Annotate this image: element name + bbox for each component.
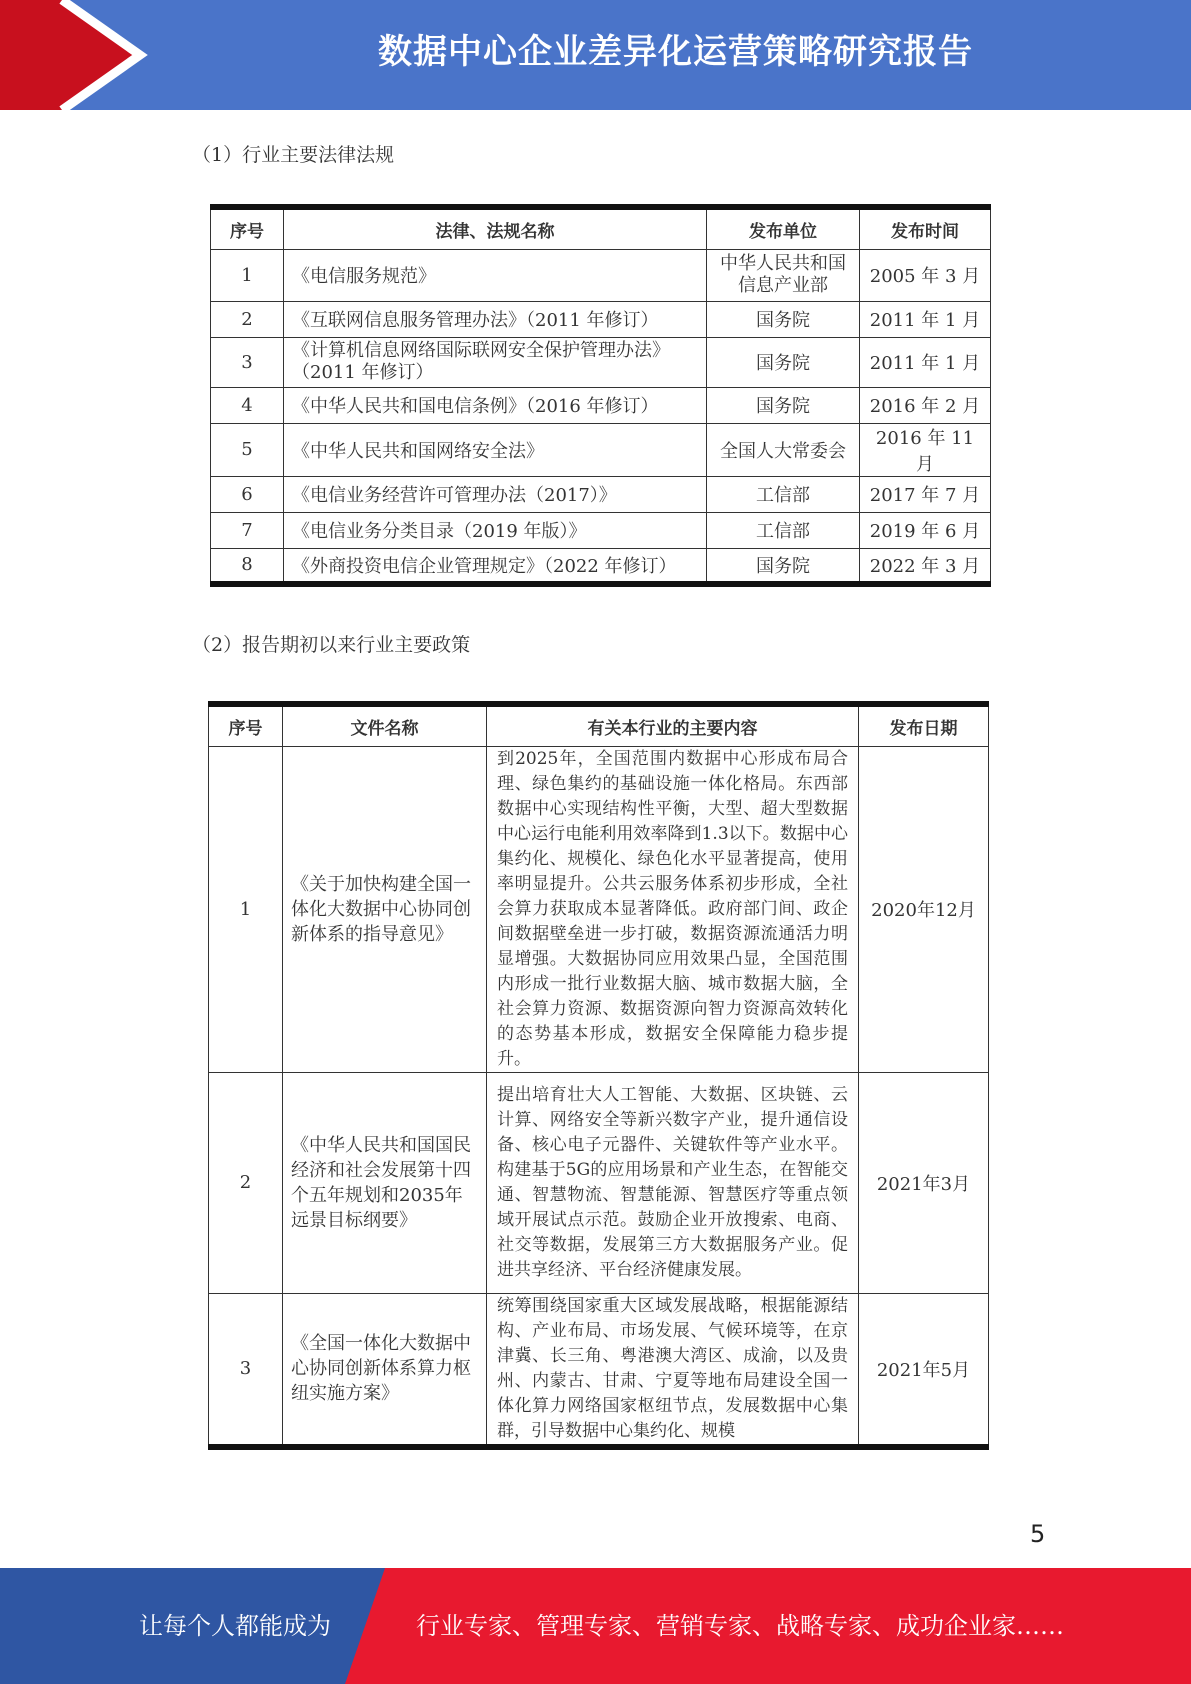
row-date: 2005 年 3 月 xyxy=(860,249,991,301)
row-no: 7 xyxy=(211,512,284,548)
row-unit: 全国人大常委会 xyxy=(707,423,860,476)
row-date: 2022 年 3 月 xyxy=(860,548,991,584)
section-heading-laws: （1）行业主要法律法规 xyxy=(192,144,395,166)
row-date: 2020年12月 xyxy=(859,746,989,1072)
row-law-name: 《互联网信息服务管理办法》（2011 年修订） xyxy=(284,301,707,337)
row-date: 2017 年 7 月 xyxy=(860,476,991,512)
row-no: 8 xyxy=(211,548,284,584)
row-unit: 工信部 xyxy=(707,476,860,512)
laws-table xyxy=(210,204,991,587)
row-law-name: 《电信业务经营许可管理办法（2017）》 xyxy=(284,476,707,512)
row-law-name: 《外商投资电信企业管理规定》（2022 年修订） xyxy=(284,548,707,584)
row-document-name: 《中华人民共和国国民经济和社会发展第十四个五年规划和2035年远景目标纲要》 xyxy=(283,1072,487,1293)
table-row xyxy=(211,387,991,423)
column-header-document: 文件名称 xyxy=(283,704,487,746)
row-unit: 国务院 xyxy=(707,387,860,423)
row-content: 统筹围绕国家重大区域发展战略，根据能源结构、产业布局、市场发展、气候环境等，在京津冀、长三角、粤港澳大湾区、成渝，以及贵州、内蒙古、甘肃、宁夏等地布局建设全国一体化算力网络国家枢纽节点，发展数据中心集群，引导数据中心集约化、规模 xyxy=(487,1293,859,1447)
row-no: 4 xyxy=(211,387,284,423)
row-unit: 国务院 xyxy=(707,337,860,387)
row-law-name: 《中华人民共和国电信条例》（2016 年修订） xyxy=(284,387,707,423)
row-no: 3 xyxy=(211,337,284,387)
column-header-date: 发布时间 xyxy=(860,207,991,249)
row-date: 2016 年 2 月 xyxy=(860,387,991,423)
report-title: 数据中心企业差异化运营策略研究报告 xyxy=(378,32,973,72)
column-header-no: 序号 xyxy=(209,704,283,746)
row-date: 2019 年 6 月 xyxy=(860,512,991,548)
header-red-chevron xyxy=(0,0,150,110)
footer-slogan-left: 让每个人都能成为 xyxy=(139,1612,331,1640)
column-header-content: 有关本行业的主要内容 xyxy=(487,704,859,746)
row-law-name: 《电信业务分类目录（2019 年版）》 xyxy=(284,512,707,548)
column-header-no: 序号 xyxy=(211,207,284,249)
row-no: 6 xyxy=(211,476,284,512)
row-no: 2 xyxy=(211,301,284,337)
row-no: 1 xyxy=(211,249,284,301)
column-header-date: 发布日期 xyxy=(859,704,989,746)
row-document-name: 《全国一体化大数据中心协同创新体系算力枢纽实施方案》 xyxy=(283,1293,487,1447)
table-row xyxy=(209,1293,989,1447)
row-date: 2011 年 1 月 xyxy=(860,301,991,337)
row-no: 5 xyxy=(211,423,284,476)
section-heading-policies: （2）报告期初以来行业主要政策 xyxy=(192,634,471,656)
page-number: 5 xyxy=(1030,1520,1046,1548)
row-unit: 工信部 xyxy=(707,512,860,548)
header-banner xyxy=(0,0,1191,110)
row-date: 2021年3月 xyxy=(859,1072,989,1293)
footer-slogan-right: 行业专家、管理专家、营销专家、战略专家、成功企业家…… xyxy=(416,1612,1064,1640)
row-unit: 中华人民共和国信息产业部 xyxy=(707,249,860,301)
row-date: 2021年5月 xyxy=(859,1293,989,1447)
column-header-name: 法律、法规名称 xyxy=(284,207,707,249)
table-row xyxy=(211,423,991,476)
row-document-name: 《关于加快构建全国一体化大数据中心协同创新体系的指导意见》 xyxy=(283,746,487,1072)
policies-table xyxy=(208,701,989,1450)
row-no: 2 xyxy=(209,1072,283,1293)
column-header-unit: 发布单位 xyxy=(707,207,860,249)
table-header-row xyxy=(211,207,991,249)
row-date: 2011 年 1 月 xyxy=(860,337,991,387)
row-unit: 国务院 xyxy=(707,548,860,584)
table-row xyxy=(211,301,991,337)
footer-banner xyxy=(0,1568,1191,1684)
row-law-name: 《电信服务规范》 xyxy=(284,249,707,301)
row-no: 1 xyxy=(209,746,283,1072)
table-row xyxy=(209,1072,989,1293)
row-unit: 国务院 xyxy=(707,301,860,337)
row-date: 2016 年 11 月 xyxy=(860,423,991,476)
row-content: 提出培育壮大人工智能、大数据、区块链、云计算、网络安全等新兴数字产业，提升通信设备、核心电子元器件、关键软件等产业水平。构建基于5G的应用场景和产业生态，在智能交通、智慧物流、智慧能源、智慧医疗等重点领域开展试点示范。鼓励企业开放搜索、电商、社交等数据，发展第三方大数据服务产业。促进共享经济、平台经济健康发展。 xyxy=(487,1072,859,1293)
row-no: 3 xyxy=(209,1293,283,1447)
table-header-row xyxy=(209,704,989,746)
table-row xyxy=(211,548,991,584)
table-row xyxy=(211,512,991,548)
table-row xyxy=(209,746,989,1072)
row-law-name: 《中华人民共和国网络安全法》 xyxy=(284,423,707,476)
row-content: 到2025年，全国范围内数据中心形成布局合理、绿色集约的基础设施一体化格局。东西部数据中心实现结构性平衡，大型、超大型数据中心运行电能利用效率降到1.3以下。数据中心集约化、规模化、绿色化水平显著提高，使用率明显提升。公共云服务体系初步形成，全社会算力获取成本显著降低。政府部门间、政企间数据壁垒进一步打破，数据资源流通活力明显增强。大数据协同应用效果凸显，全国范围内形成一批行业数据大脑、城市数据大脑，全社会算力资源、数据资源向智力资源高效转化的态势基本形成，数据安全保障能力稳步提升。 xyxy=(487,746,859,1072)
table-row xyxy=(211,476,991,512)
table-row xyxy=(211,249,991,301)
table-row xyxy=(211,337,991,387)
row-law-name: 《计算机信息网络国际联网安全保护管理办法》（2011 年修订） xyxy=(284,337,707,387)
